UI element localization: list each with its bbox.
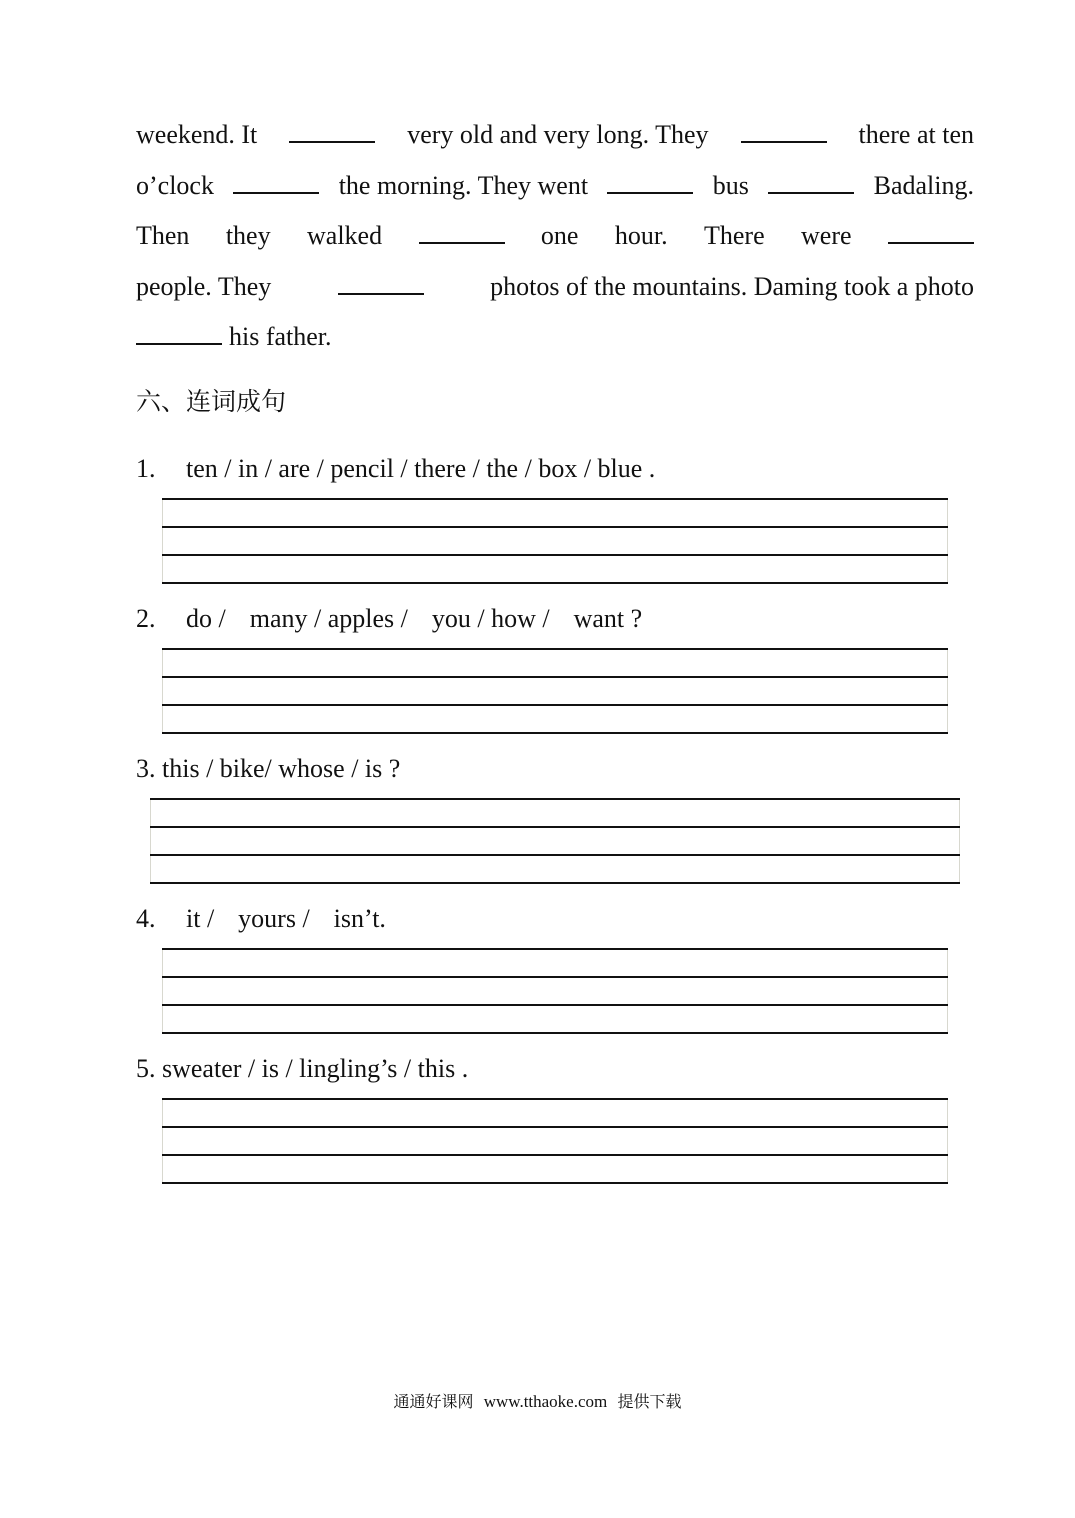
answer-blank — [289, 121, 375, 143]
question-words: do / — [186, 604, 226, 633]
question-words: it / — [186, 904, 215, 933]
passage-text: there at ten — [858, 120, 974, 149]
footer-suffix: 提供下载 — [617, 1392, 682, 1411]
writing-line — [162, 732, 948, 734]
answer-lines-3[interactable] — [150, 798, 960, 883]
answer-lines-2[interactable] — [162, 648, 948, 733]
writing-line — [162, 1126, 948, 1128]
passage-line-3 — [136, 211, 974, 262]
writing-line — [162, 526, 948, 528]
answer-blank — [888, 222, 974, 244]
writing-line — [162, 1182, 948, 1184]
writing-line — [162, 1032, 948, 1034]
writing-line — [162, 704, 948, 706]
passage-line-1 — [136, 110, 974, 161]
passage-text: they — [225, 221, 271, 250]
answer-lines-5[interactable] — [162, 1098, 948, 1183]
passage-text: Badaling. — [873, 170, 974, 200]
question-1 — [136, 452, 655, 486]
answer-blank — [768, 172, 854, 194]
passage-line-5 — [136, 312, 974, 363]
writing-line — [162, 676, 948, 678]
question-words: yours / — [238, 904, 310, 933]
answer-blank — [419, 222, 505, 244]
passage-text: photos of the mountains. Daming took a photo — [490, 271, 974, 301]
writing-line — [162, 1004, 948, 1006]
passage-text: There — [704, 221, 765, 250]
page-footer — [0, 1390, 1075, 1414]
writing-line — [150, 882, 960, 884]
question-number: 2. — [136, 604, 156, 633]
passage-text: Then — [136, 221, 190, 250]
passage-line-2 — [136, 161, 974, 212]
passage-text: his father. — [229, 322, 332, 351]
passage-line-4 — [136, 262, 974, 313]
writing-line — [150, 854, 960, 856]
passage-text: the morning. They went — [338, 170, 589, 200]
answer-blank — [136, 323, 222, 345]
question-3 — [136, 752, 400, 786]
passage-text: walked — [307, 221, 383, 250]
writing-line — [162, 648, 948, 650]
passage-text: weekend. It — [136, 120, 258, 149]
passage-text: people. They — [136, 271, 272, 301]
question-words: ten / in / are / pencil / there / the / box / blue . — [186, 454, 656, 483]
answer-lines-4[interactable] — [162, 948, 948, 1033]
passage-text: hour. — [614, 221, 668, 250]
question-words: isn’t. — [333, 904, 386, 933]
writing-line — [162, 948, 948, 950]
answer-lines-1[interactable] — [162, 498, 948, 583]
passage-text: very old and very long. They — [407, 120, 709, 149]
passage-text: one — [540, 221, 579, 250]
answer-blank — [607, 172, 693, 194]
writing-line — [162, 1098, 948, 1100]
question-number: 4. — [136, 904, 156, 933]
question-words: want ? — [573, 604, 643, 633]
section-title: 六、连词成句 — [136, 387, 287, 416]
cloze-passage — [136, 110, 974, 363]
question-5 — [136, 1052, 468, 1086]
answer-blank — [338, 273, 424, 295]
answer-blank — [741, 121, 827, 143]
passage-text: bus — [712, 170, 749, 200]
writing-line — [162, 498, 948, 500]
question-2 — [136, 602, 642, 636]
question-words: 3. this / bike/ whose / is ? — [136, 754, 401, 783]
writing-line — [162, 976, 948, 978]
question-4 — [136, 902, 386, 936]
question-number: 1. — [136, 454, 156, 483]
question-words: many / apples / — [249, 604, 408, 633]
passage-text: were — [801, 221, 852, 250]
writing-line — [150, 826, 960, 828]
footer-url: www.tthaoke.com — [483, 1392, 608, 1411]
question-words: you / how / — [431, 604, 550, 633]
footer-site-name: 通通好课网 — [393, 1392, 474, 1411]
writing-line — [162, 554, 948, 556]
writing-line — [162, 1154, 948, 1156]
writing-line — [150, 798, 960, 800]
writing-line — [162, 582, 948, 584]
answer-blank — [233, 172, 319, 194]
question-words: 5. sweater / is / lingling’s / this . — [136, 1054, 469, 1083]
passage-text: o’clock — [136, 170, 214, 200]
